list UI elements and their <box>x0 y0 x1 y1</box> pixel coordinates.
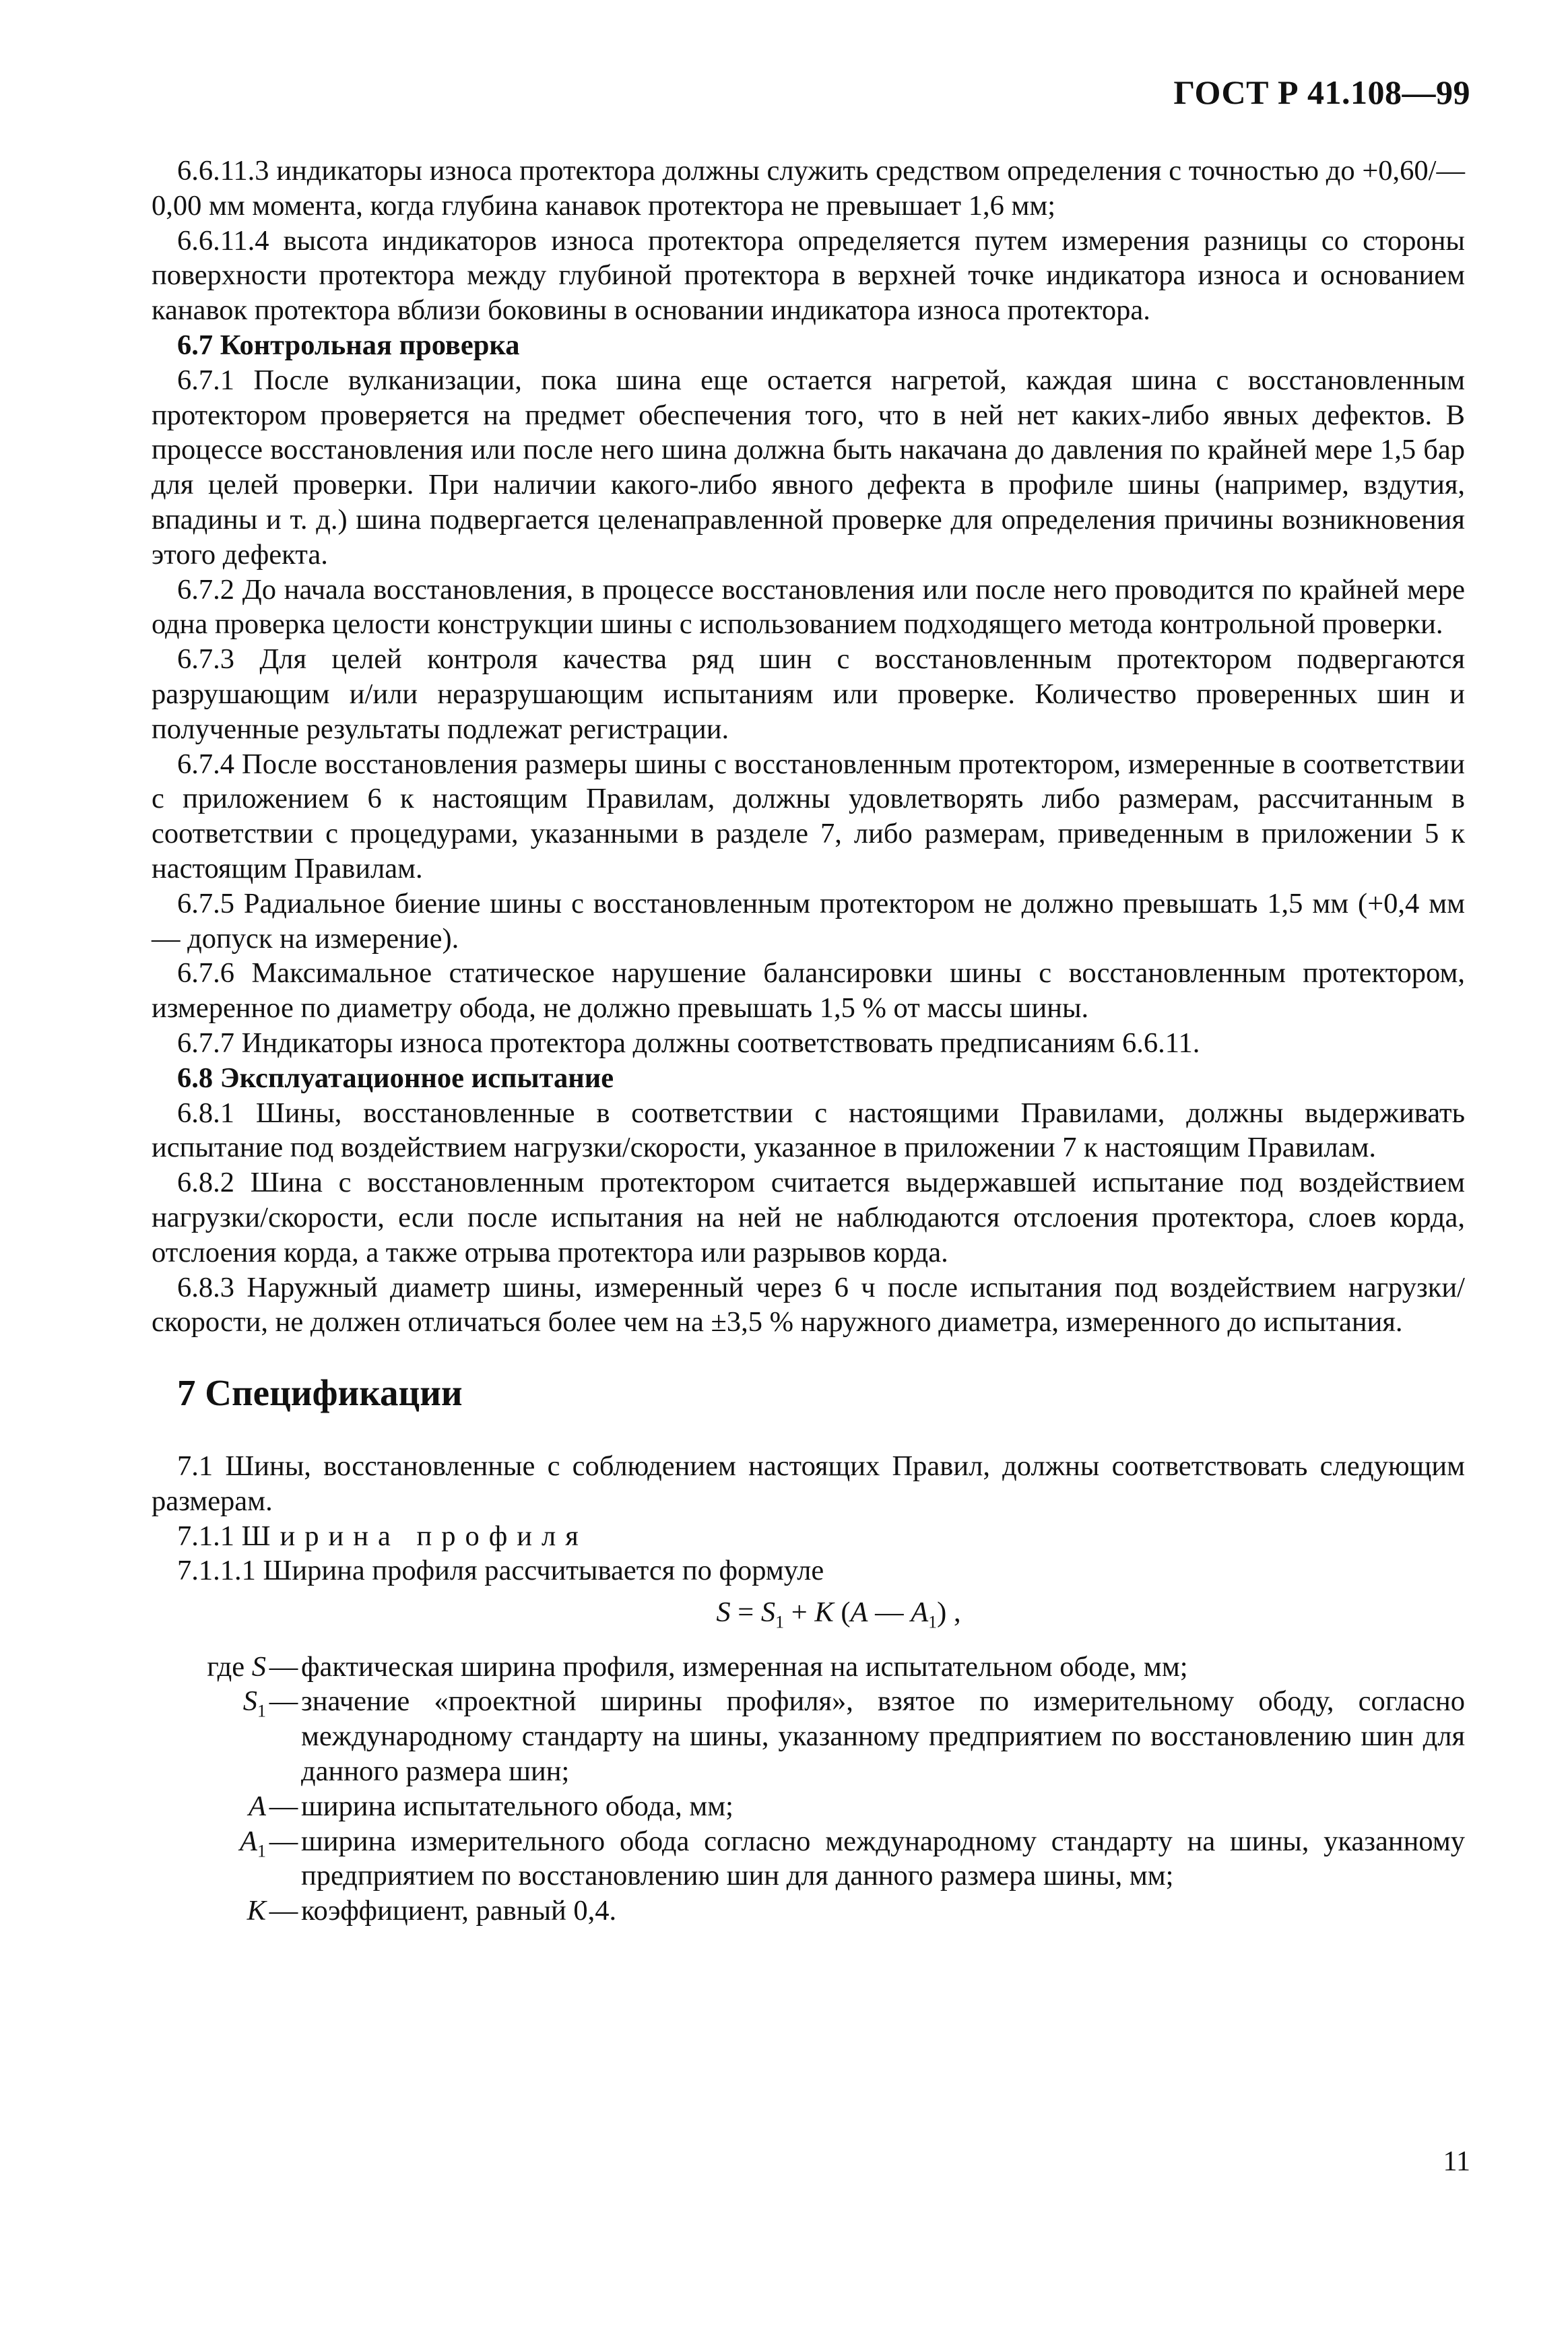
symbol-a1: A <box>240 1825 257 1857</box>
definition-symbol <box>152 1824 266 1869</box>
definition-k <box>152 1894 1465 1929</box>
paragraph-6-7-5: 6.7.5 Радиальное биение шины с восстановленным протектором не должно превышать 1,5 мм (+0,4 мм — допуск на измерение). <box>152 887 1465 955</box>
section-heading-7: 7 Спецификации <box>177 1372 463 1414</box>
definition-dash: — <box>269 1685 298 1718</box>
formula-a1: A <box>911 1596 929 1629</box>
symbol-a1-sub: 1 <box>257 1841 266 1861</box>
definition-dash: — <box>269 1790 298 1822</box>
symbol-s: S <box>251 1650 266 1683</box>
paragraph-6-7-2: 6.7.2 До начала восстановления, в процессе восстановления или после него проводится по крайней мере одна проверка целости конструкции шины с использованием подходящего метода контрольной проверки. <box>152 573 1465 641</box>
formula-eq: = <box>730 1596 761 1629</box>
paragraph-6-8-1: 6.8.1 Шины, восстановленные в соответствии с настоящими Правилами, должны выдерживать испытание под воздействием нагрузки/скорости, указанное в приложении 7 к настоящим Правилам. <box>152 1097 1465 1164</box>
formula-k: K <box>814 1596 834 1629</box>
definition-s1 <box>152 1684 1465 1788</box>
formula-a: A <box>850 1596 868 1629</box>
definition-symbol <box>152 1650 266 1685</box>
paragraph-7-1: 7.1 Шины, восстановленные с соблюдением настоящих Правил, должны соответствовать следующим размерам. <box>152 1450 1465 1517</box>
definition-a <box>152 1789 1465 1824</box>
page-number: 11 <box>1443 2146 1470 2177</box>
definition-text: значение «проектной ширины профиля», взятое по измерительному ободу, согласно международному стандарту на шины, указанному предприятием по восстановлению шин для данного размера шин; <box>301 1685 1465 1787</box>
definition-text: фактическая ширина профиля, измеренная на испытательном ободе, мм; <box>301 1650 1188 1683</box>
definition-dash: — <box>269 1650 298 1683</box>
formula-plus: + <box>784 1596 815 1629</box>
clause-number-7-1-1: 7.1.1 <box>177 1520 234 1552</box>
formula-s1-sub: 1 <box>775 1612 785 1632</box>
definition-dash: — <box>269 1895 298 1927</box>
definition-text: коэффициент, равный 0,4. <box>301 1895 617 1927</box>
symbol-k: K <box>247 1895 266 1927</box>
paragraph-7-1-1-1: 7.1.1.1 Ширина профиля рассчитывается по формуле <box>177 1555 824 1587</box>
symbol-a: A <box>249 1790 266 1822</box>
subsection-heading-6-8: 6.8 Эксплуатационное испытание <box>177 1062 614 1094</box>
document-body <box>152 154 1465 1929</box>
paragraph-6-7-3: 6.7.3 Для целей контроля качества ряд шин с восстановленным протектором подвергаются разрушающим и/или неразрушающим испытаниям или проверке. Количество проверенных шин и полученные результаты подлежат регистрации. <box>152 643 1465 745</box>
where-prefix: где <box>207 1650 245 1683</box>
definition-s <box>152 1650 1465 1685</box>
subsection-heading-6-7: 6.7 Контрольная проверка <box>177 329 520 361</box>
definition-symbol <box>152 1684 266 1729</box>
formula-paren-open: ( <box>833 1596 851 1629</box>
symbol-s1: S <box>242 1685 257 1718</box>
paragraph-7-1-1 <box>152 1519 1465 1554</box>
paragraph-6-8-2: 6.8.2 Шина с восстановленным протектором считается выдержавшей испытание под воздействием нагрузки/скорости, если после испытания на ней не наблюдаются отслоения протектора, слоев корда, отслоения корда, а также отрыва протектора или разрывов корда. <box>152 1167 1465 1268</box>
formula-paren-close: ) , <box>937 1596 961 1629</box>
definition-text: ширина испытательного обода, мм; <box>301 1790 733 1822</box>
clause-title-profile-width: Ширина профиля <box>241 1520 588 1552</box>
definition-a1 <box>152 1824 1465 1894</box>
definition-symbol <box>152 1789 266 1824</box>
paragraph-6-6-11-3: 6.6.11.3 индикаторы износа протектора должны служить средством определения с точностью до +0,60/—0,00 мм момента, когда глубина канавок протектора не превышает 1,6 мм; <box>152 155 1465 222</box>
document-header-id: ГОСТ Р 41.108—99 <box>1173 73 1470 111</box>
formula-minus: — <box>868 1596 911 1629</box>
definitions-list <box>152 1650 1465 1929</box>
formula-s1: S <box>760 1596 776 1629</box>
formula-a1-sub: 1 <box>928 1612 938 1632</box>
profile-width-formula <box>152 1595 1465 1640</box>
symbol-s1-sub: 1 <box>257 1701 266 1721</box>
paragraph-6-7-1: 6.7.1 После вулканизации, пока шина еще остается нагретой, каждая шина с восстановленным протектором проверяется на предмет обеспечения того, что в ней нет каких-либо явных дефектов. В процессе восстановления или после него шина должна быть накачана до давления по крайней мере 1,5 бар для целей проверки. При наличии какого-либо явного дефекта в профиле шины (например, вздутия, впадины и т. д.) шина подвергается целенаправленной проверке для определения причины возникновения этого дефекта. <box>152 364 1465 571</box>
definition-symbol <box>152 1894 266 1929</box>
paragraph-6-7-6: 6.7.6 Максимальное статическое нарушение балансировки шины с восстановленным протектором, измеренное по диаметру обода, не должно превышать 1,5 % от массы шины. <box>152 957 1465 1025</box>
definition-dash: — <box>269 1825 298 1857</box>
formula-s: S <box>716 1596 731 1629</box>
paragraph-6-8-3: 6.8.3 Наружный диаметр шины, измеренный через 6 ч после испытания под воздействием нагрузки/скорости, не должен отличаться более чем на ±3,5 % наружного диаметра, измеренного до испытания. <box>152 1271 1465 1338</box>
definition-text: ширина измерительного обода согласно международному стандарту на шины, указанному предприятием по восстановлению шин для данного размера шины, мм; <box>301 1825 1465 1892</box>
paragraph-6-6-11-4: 6.6.11.4 высота индикаторов износа протектора определяется путем измерения разницы со стороны поверхности протектора между глубиной протектора в верхней точке индикатора износа и основанием канавок протектора вблизи боковины в основании индикатора износа протектора. <box>152 224 1465 327</box>
paragraph-6-7-7: 6.7.7 Индикаторы износа протектора должны соответствовать предписаниям 6.6.11. <box>177 1027 1200 1059</box>
paragraph-6-7-4: 6.7.4 После восстановления размеры шины с восстановленным протектором, измеренные в соответствии с приложением 6 к настоящим Правилам, должны удовлетворять либо размерам, рассчитанным в соответствии с процедурами, указанными в разделе 7, либо размерам, приведенным в приложении 5 к настоящим Правилам. <box>152 748 1465 884</box>
